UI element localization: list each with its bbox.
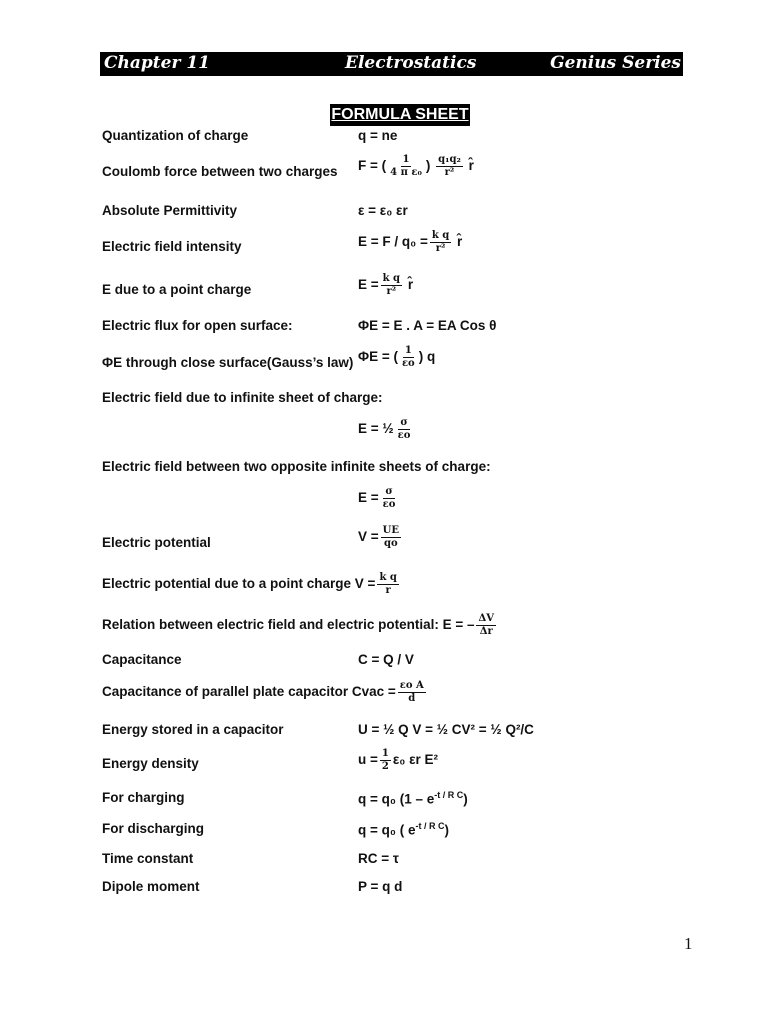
denominator: r (385, 585, 391, 596)
formula-dipole: P = q d (358, 879, 403, 894)
row-label-text: Electric potential due to a point charge V = (102, 576, 376, 592)
row-label-relation (102, 613, 498, 638)
formula-potential (358, 525, 403, 550)
fraction (388, 154, 424, 179)
formula-field-intensity (358, 230, 462, 255)
formula-part: u = (358, 752, 378, 768)
formula-part: E = (358, 490, 379, 506)
fraction (476, 613, 496, 638)
row-label-flux-open: Electric flux for open surface: (102, 318, 293, 333)
denominator: Δr (479, 626, 493, 637)
numerator: 1 (402, 154, 410, 165)
numerator: k q (431, 230, 450, 241)
row-label-quantization: Quantization of charge (102, 128, 249, 143)
sheet-title: FORMULA SHEET (330, 104, 470, 126)
formula-discharging (358, 821, 449, 838)
row-label-charging: For charging (102, 790, 185, 805)
formula-charging (358, 790, 468, 807)
row-label-two-sheets: Electric field between two opposite infinite sheets of charge: (102, 459, 491, 474)
numerator: εo A (399, 680, 424, 691)
fraction (430, 230, 451, 255)
denominator: 4 π ε₀ (390, 167, 422, 178)
formula-part: ε₀ εr E² (392, 752, 439, 768)
denominator: εo (397, 430, 411, 441)
row-label-discharging: For discharging (102, 821, 205, 836)
row-label-flux-closed: ΦE through close surface(Gauss’s law) (102, 355, 354, 370)
formula-part: q = q₀ ( e (358, 822, 416, 838)
row-label-capacitance: Capacitance (102, 652, 182, 667)
numerator: k q (382, 273, 401, 284)
numerator: ΔV (478, 613, 495, 624)
numerator: q₁q₂ (438, 154, 461, 165)
formula-part: E = F / q₀ = (358, 234, 428, 250)
exponent: -t / R C (434, 790, 464, 800)
fraction (380, 748, 391, 773)
formula-two-sheets (358, 486, 399, 511)
formula-permittivity: ε = ε₀ εr (358, 203, 408, 218)
fraction (436, 154, 463, 179)
row-label-energy: Energy stored in a capacitor (102, 722, 284, 737)
fraction (377, 572, 398, 597)
formula-part: V = (358, 529, 379, 545)
formula-part: ) q (418, 349, 436, 365)
denominator: r² (435, 243, 446, 254)
page-number: 1 (684, 934, 693, 953)
formula-infinite-sheet (358, 417, 414, 442)
formula-energy-density (358, 748, 438, 773)
row-label-infinite-sheet: Electric field due to infinite sheet of charge: (102, 390, 383, 405)
row-label-point-potential (102, 572, 401, 597)
fraction (381, 525, 401, 550)
row-label-energy-density: Energy density (102, 756, 199, 771)
chapter-header-bar (100, 52, 683, 76)
numerator: UE (382, 525, 399, 536)
formula-part: ) (444, 822, 449, 838)
row-label-point-field: E due to a point charge (102, 282, 252, 297)
row-label-time-constant: Time constant (102, 851, 194, 866)
fraction (396, 417, 413, 442)
formula-part: E = ½ (358, 421, 394, 437)
exponent: -t / R C (415, 821, 445, 831)
formula-part: ) (425, 158, 431, 174)
formula-coulomb (358, 154, 474, 179)
fraction (400, 345, 417, 370)
denominator: εo (382, 499, 396, 510)
numerator: 1 (381, 748, 389, 759)
row-label-parallel-plate (102, 680, 428, 705)
numerator: 1 (404, 345, 412, 356)
fraction (381, 486, 398, 511)
formula-part: ) (463, 791, 468, 807)
formula-part: r̂ (468, 158, 474, 174)
formula-point-field (358, 273, 413, 298)
denominator: r² (386, 286, 397, 297)
numerator: k q (379, 572, 397, 583)
row-label-text: Capacitance of parallel plate capacitor Cvac = (102, 684, 396, 700)
formula-part: E = (358, 277, 379, 293)
formula-flux-closed (358, 345, 435, 370)
formula-capacitance: C = Q / V (358, 652, 414, 667)
denominator: r² (444, 167, 455, 178)
denominator: 2 (381, 761, 389, 772)
denominator: d (408, 693, 416, 704)
row-label-coulomb: Coulomb force between two charges (102, 164, 338, 179)
formula-part: F = ( (358, 158, 387, 174)
formula-part: r̂ (407, 277, 414, 293)
formula-energy: U = ½ Q V = ½ CV² = ½ Q²/C (358, 722, 534, 737)
row-label-text: Relation between electric field and electric potential: E = – (102, 617, 475, 633)
fraction (398, 680, 426, 705)
numerator: σ (385, 486, 393, 497)
fraction (381, 273, 402, 298)
row-label-dipole: Dipole moment (102, 879, 200, 894)
denominator: εo (401, 358, 415, 369)
formula-part: ΦE = ( (358, 349, 398, 365)
chapter-label: Chapter 11 (104, 53, 210, 73)
row-label-field-intensity: Electric field intensity (102, 239, 242, 254)
formula-time-constant: RC = τ (358, 851, 399, 866)
formula-part: r̂ (457, 234, 463, 250)
row-label-permittivity: Absolute Permittivity (102, 203, 238, 218)
denominator: qo (383, 538, 398, 549)
formula-flux-open: ΦE = E . A = EA Cos θ (358, 318, 497, 333)
formula-part: q = q₀ (1 – e (358, 791, 435, 807)
formula-quantization: q = ne (358, 128, 398, 143)
numerator: σ (400, 417, 408, 428)
series-label: Genius Series (550, 53, 681, 73)
row-label-potential: Electric potential (102, 535, 211, 550)
subject-label: Electrostatics (345, 53, 477, 73)
